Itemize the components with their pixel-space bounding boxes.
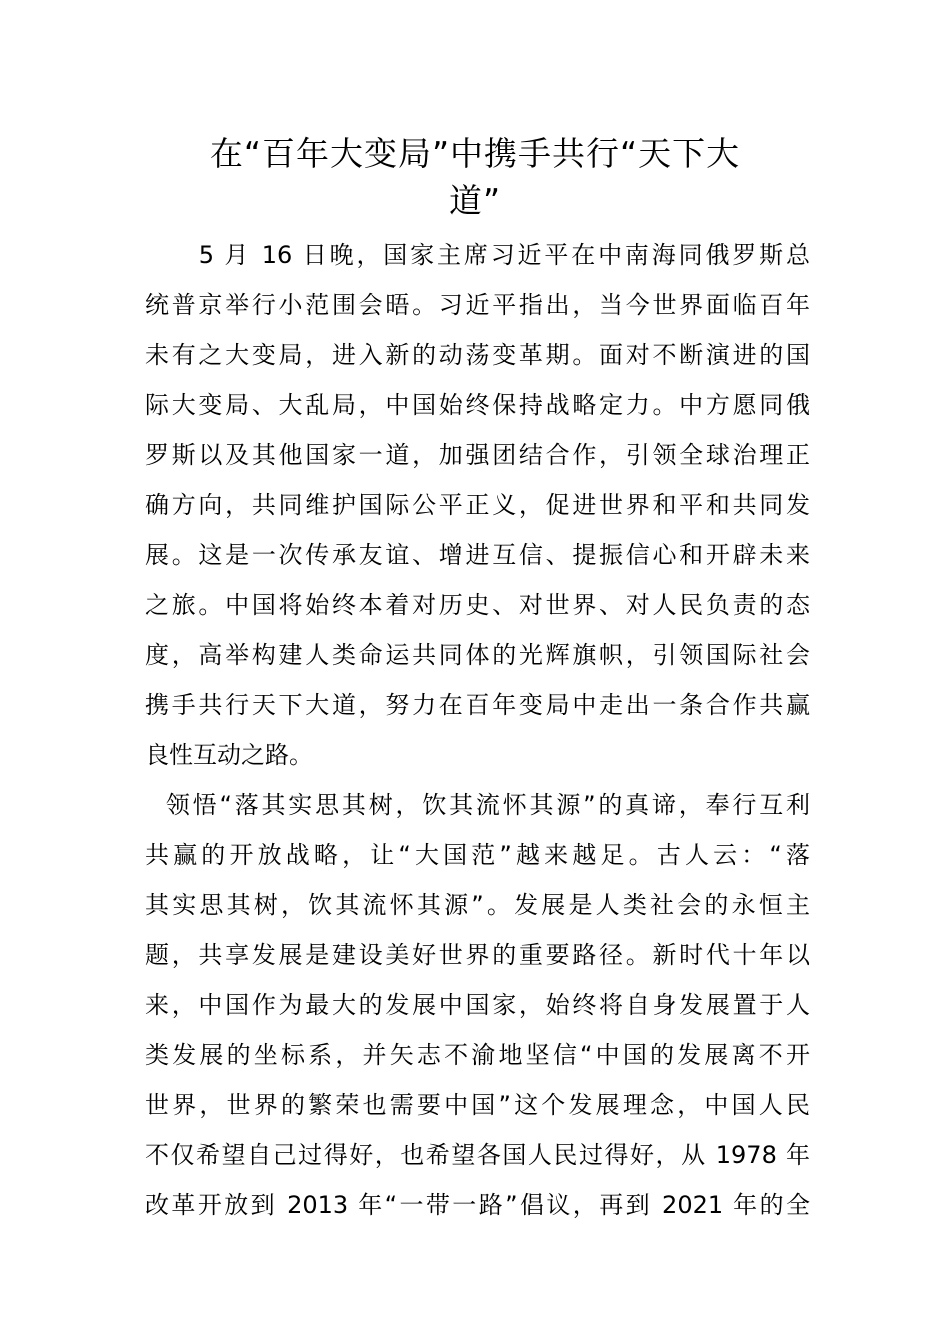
text-line: 类发展的坐标系，并矢志不渝地坚信“中国的发展离不开	[145, 1041, 810, 1069]
text-line: 际大变局、大乱局，中国始终保持战略定力。中方愿同俄	[145, 391, 810, 419]
text-line: 来，中国作为最大的发展中国家，始终将自身发展置于人	[145, 991, 810, 1019]
title-line: 道”	[448, 181, 502, 220]
text-line: 改革开放到 2013 年“一带一路”倡议，再到 2021 年的全	[145, 1191, 810, 1219]
text-line: 5 月 16 日晚，国家主席习近平在中南海同俄罗斯总	[145, 241, 810, 269]
document-body	[145, 230, 810, 1230]
text-line: 携手共行天下大道，努力在百年变局中走出一条合作共赢	[145, 691, 810, 719]
text-line: 罗斯以及其他国家一道，加强团结合作，引领全球治理正	[145, 441, 810, 469]
text-line: 世界，世界的繁荣也需要中国”这个发展理念，中国人民	[145, 1091, 810, 1119]
text-line: 题，共享发展是建设美好世界的重要路径。新时代十年以	[145, 941, 810, 969]
text-line: 未有之大变局，进入新的动荡变革期。面对不断演进的国	[145, 341, 810, 369]
paragraph-2	[145, 780, 810, 1230]
paragraph-1	[145, 230, 810, 780]
text-line: 共赢的开放战略，让“大国范”越来越足。古人云：“落	[145, 841, 810, 869]
document-title	[145, 130, 805, 224]
text-line: 之旅。中国将始终本着对历史、对世界、对人民负责的态	[145, 591, 810, 619]
title-line: 在“百年大变局”中携手共行“天下大	[209, 134, 741, 173]
text-line: 统普京举行小范围会晤。习近平指出，当今世界面临百年	[145, 291, 810, 319]
text-line: 领悟“落其实思其树，饮其流怀其源”的真谛，奉行互利	[145, 791, 810, 819]
text-line: 度，高举构建人类命运共同体的光辉旗帜，引领国际社会	[145, 641, 810, 669]
text-line: 其实思其树，饮其流怀其源”。发展是人类社会的永恒主	[145, 891, 810, 919]
text-line: 确方向，共同维护国际公平正义，促进世界和平和共同发	[145, 491, 810, 519]
text-line: 展。这是一次传承友谊、增进互信、提振信心和开辟未来	[145, 541, 810, 569]
text-line: 良性互动之路。	[145, 741, 313, 769]
text-line: 不仅希望自己过得好，也希望各国人民过得好，从 1978 年	[145, 1141, 810, 1169]
